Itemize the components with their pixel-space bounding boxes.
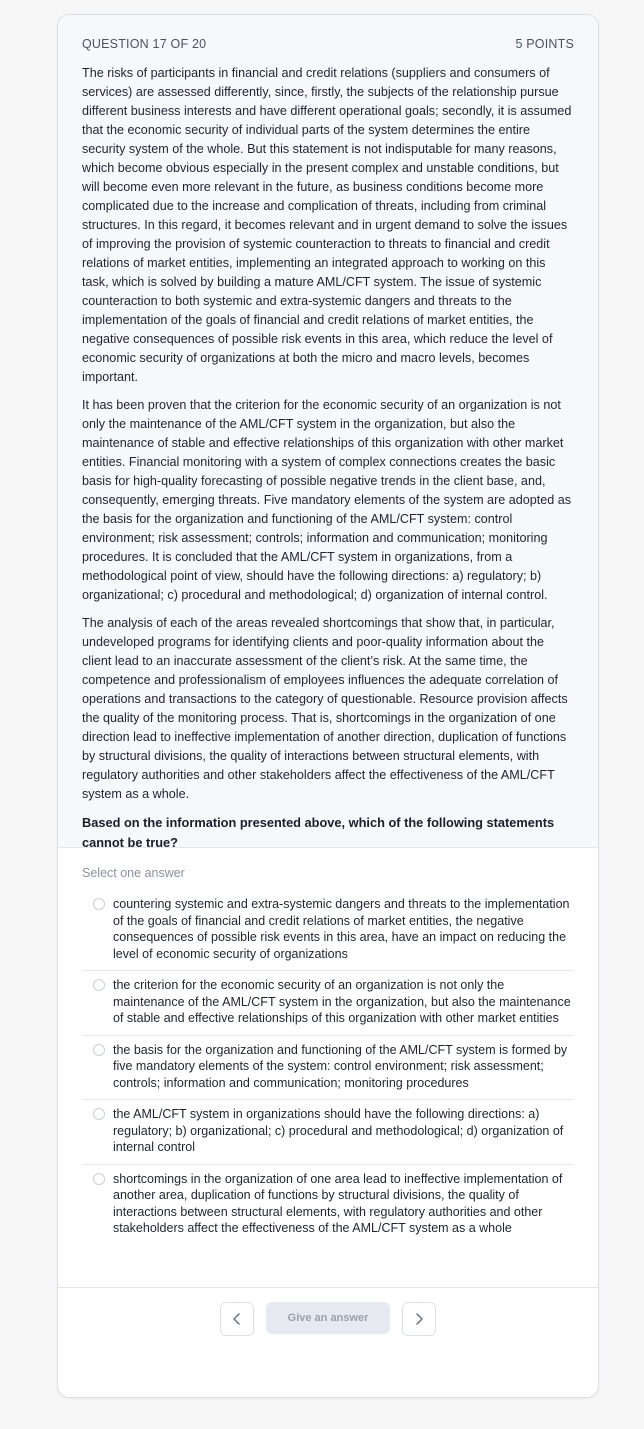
radio-button[interactable] <box>93 1173 105 1185</box>
answer-option-2[interactable] <box>82 971 574 1036</box>
question-prompt: Based on the information presented above, which of the following statements cannot be true? <box>82 815 555 850</box>
select-one-label: Select one answer <box>82 866 185 880</box>
next-button[interactable] <box>402 1302 436 1336</box>
answer-option-5[interactable] <box>82 1165 574 1245</box>
answer-option-text: shortcomings in the organization of one area lead to ineffective implementation of another area, duplication of functions by structural divisions, the quality of interactions between structural elements, with regulatory authorities and other stakeholders affect the effectiveness of the AML/CFT system as a whole <box>113 1171 563 1235</box>
question-header <box>82 37 574 51</box>
answer-option-3[interactable] <box>82 1036 574 1101</box>
answer-option-text: the criterion for the economic security of an organization is not only the maintenance of the AML/CFT system in the organization, but also the maintenance of stable and effective relationships of this organization with other market entities <box>113 978 571 1025</box>
question-footer <box>58 1288 598 1396</box>
radio-button[interactable] <box>93 1108 105 1120</box>
question-card <box>57 14 599 1398</box>
passage-paragraph-3: The analysis of each of the areas revealed shortcomings that show that, in particular, undeveloped programs for identifying clients and poor-quality information about the client lead to an inaccurate assessment of the client’s risk. At the same time, the competence and professionalism of employees influences the adequate correlation of operations and transactions to the category of questionable. Resource provision affects the quality of the monitoring process. That is, shortcomings in the organization of one direction lead to ineffective implementation of another direction, duplication of functions by structural divisions, the quality of interactions between structural elements, with regulatory authorities and other stakeholders affect the effectiveness of the AML/CFT system as a whole. <box>82 616 568 801</box>
passage-paragraph-1: The risks of participants in financial and credit relations (suppliers and consumers of services) are assessed differently, since, firstly, the subjects of the relationship pursue different business interests and have different operational goals; secondly, it is assumed that the economic security of individual parts of the system determines the entire security system of the whole. But this statement is not indisputable for many reasons, which become obvious especially in the present complex and unstable conditions, but will become even more relevant in the future, as business conditions become more complicated due to the increase and complication of threats, including from criminal structures. In this regard, it becomes relevant and in urgent demand to solve the issues of improving the provision of systemic counteraction to threats to financial and credit relations of market entities, implementing an integrated approach to working on this task, which is solved by building a mature AML/CFT system. The issue of systemic counteraction to both systemic and extra-systemic dangers and threats to the implementation of the goals of financial and credit relations of market entities, the negative consequences of possible risk events in this area, which reduce the level of economic security of organizations at both the micro and macro levels, becomes important. <box>82 66 572 384</box>
passage-paragraph-2: It has been proven that the criterion for the economic security of an organization is not only the maintenance of the AML/CFT system in the organization, but also the maintenance of stable and effective relationships of this organization with other market entities. Financial monitoring with a system of complex connections creates the basic basis for high-quality forecasting of possible negative trends in the client base, and, consequently, emerging threats. Five mandatory elements of the system are adopted as the basis for the organization and functioning of the AML/CFT system: control environment; risk assessment; controls; information and communication; monitoring procedures. It is concluded that the AML/CFT system in organizations, from a methodological point of view, should have the following directions: a) regulatory; b) organizational; c) procedural and methodological; d) organization of internal control. <box>82 398 572 602</box>
answer-option-text: the basis for the organization and functioning of the AML/CFT system is formed by five mandatory elements of the system: control environment; risk assessment; controls; information and communication; monitoring procedures <box>113 1042 568 1090</box>
question-points: 5 POINTS <box>515 37 574 51</box>
chevron-left-icon <box>232 1313 242 1325</box>
answer-option-4[interactable] <box>82 1100 574 1165</box>
radio-button[interactable] <box>93 1044 105 1056</box>
answer-option-text: countering systemic and extra-systemic dangers and threats to the implementation of the goals of financial and credit relations of market entities, the negative consequences of possible risk events in this area, have an impact on reducing the level of economic security of organizations <box>113 897 570 961</box>
radio-button[interactable] <box>93 898 105 910</box>
answer-option-1[interactable] <box>82 890 574 971</box>
previous-button[interactable] <box>220 1302 254 1336</box>
answer-option-text: the AML/CFT system in organizations should have the following directions: a) regulatory; b) organizational; c) procedural and methodological; d) organization of internal control <box>113 1107 564 1154</box>
chevron-right-icon <box>414 1313 424 1325</box>
question-area <box>58 15 598 848</box>
radio-button[interactable] <box>93 979 105 991</box>
give-answer-button[interactable]: Give an answer <box>266 1302 390 1334</box>
answers-area <box>58 848 598 1288</box>
question-counter: QUESTION 17 OF 20 <box>82 37 207 51</box>
